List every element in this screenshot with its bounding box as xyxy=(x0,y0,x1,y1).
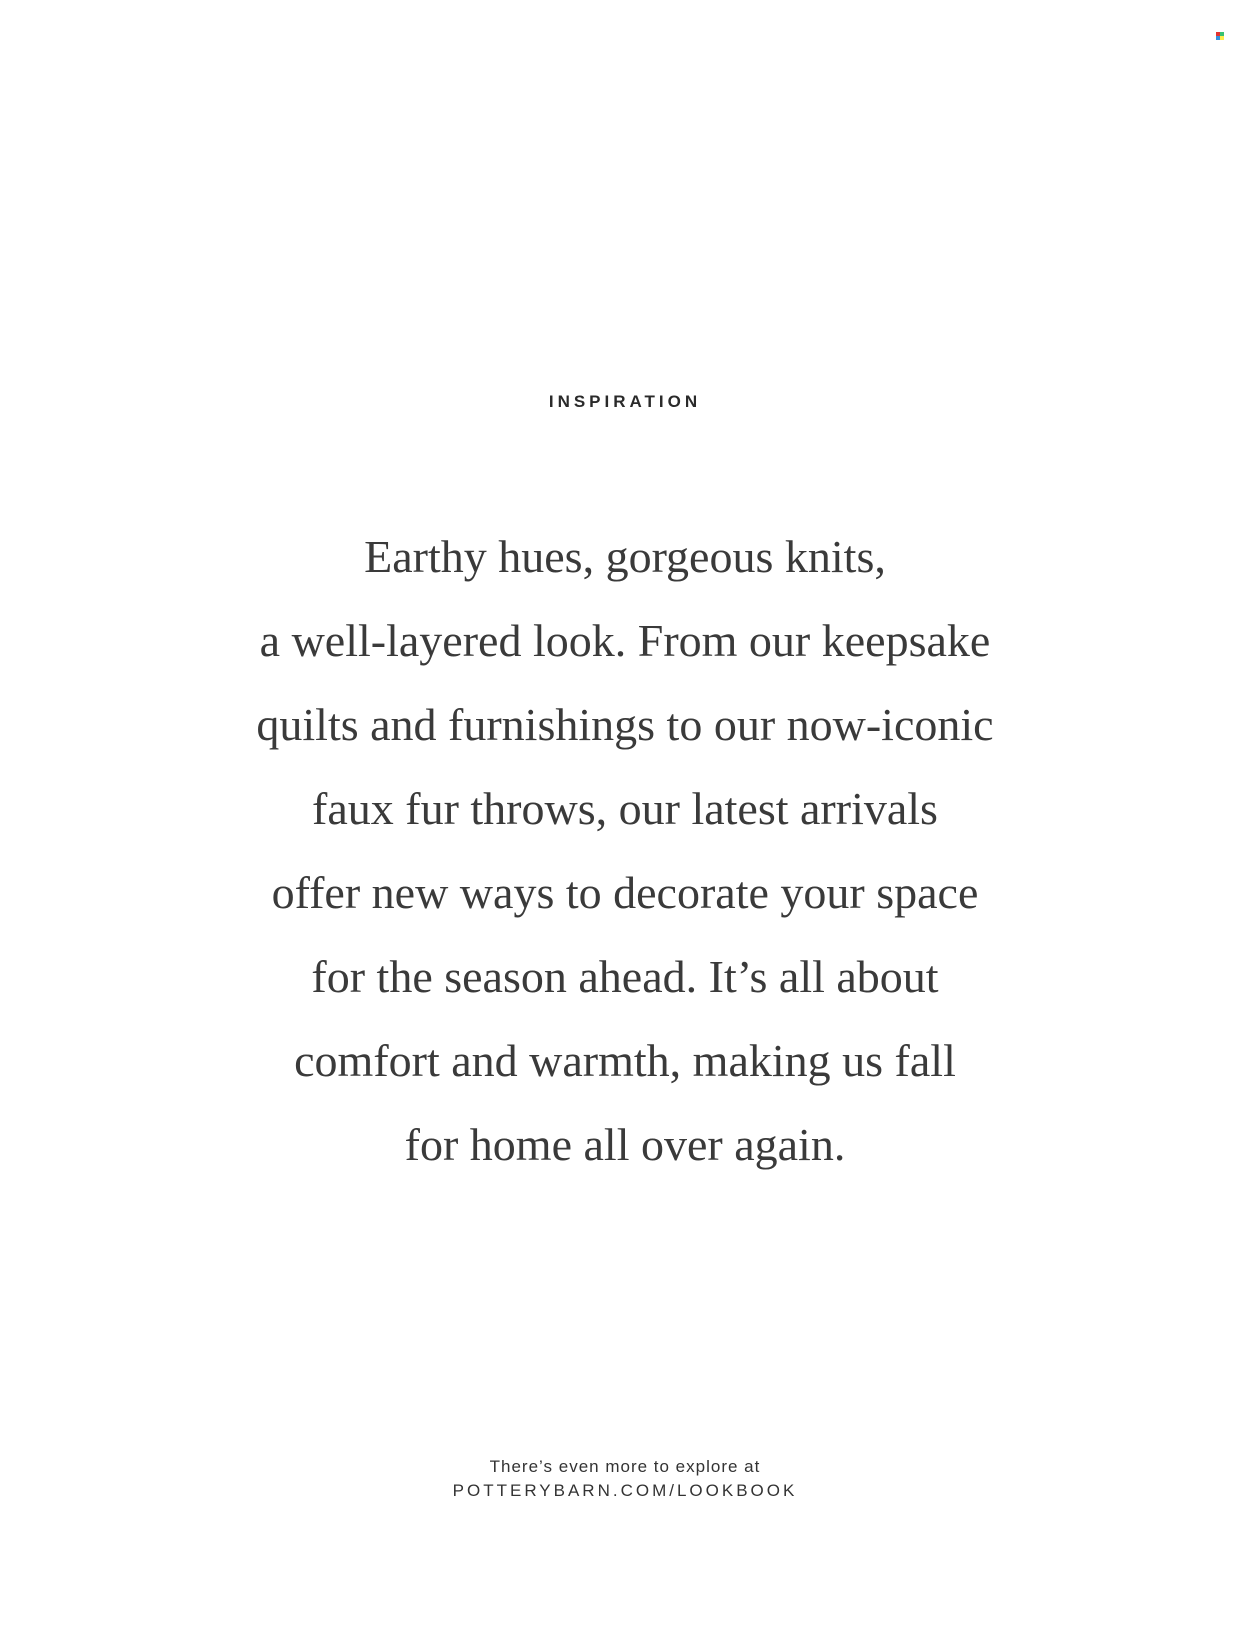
footer xyxy=(0,1456,1250,1504)
body-line: comfort and warmth, making us fall xyxy=(294,1035,956,1086)
body-line: a well-layered look. From our keepsake xyxy=(259,615,991,666)
body-line: offer new ways to decorate your space xyxy=(271,867,979,918)
registration-yellow-swatch xyxy=(1220,36,1224,40)
footer-lead-text: There’s even more to explore at xyxy=(489,1457,761,1476)
body-line: for the season ahead. It’s all about xyxy=(311,951,939,1002)
section-eyebrow: INSPIRATION xyxy=(548,392,702,411)
body-copy xyxy=(150,515,1100,1187)
body-line: Earthy hues, gorgeous knits, xyxy=(364,531,886,582)
color-registration-icon xyxy=(1216,32,1224,40)
body-line: for home all over again. xyxy=(404,1119,846,1170)
body-line: quilts and furnishings to our now-iconic xyxy=(256,699,994,750)
footer-url-link[interactable]: POTTERYBARN.COM/LOOKBOOK xyxy=(452,1481,798,1500)
body-line: faux fur throws, our latest arrivals xyxy=(312,783,938,834)
